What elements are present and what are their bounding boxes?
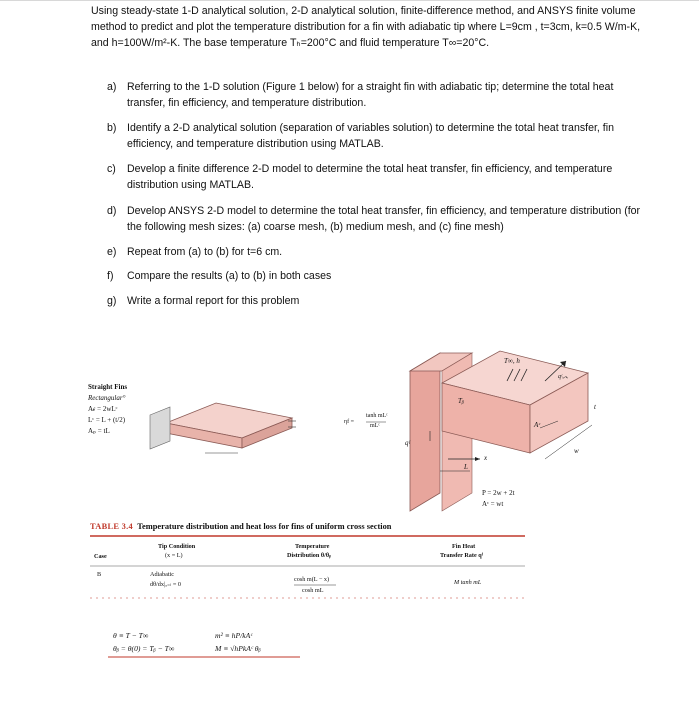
header-temp-1: Temperature — [295, 543, 330, 550]
task-letter: b) — [107, 122, 117, 134]
label-qconv: qᶜₒₙᵥ — [558, 374, 569, 380]
label-x: x — [484, 454, 488, 462]
header-case: Case — [94, 553, 107, 560]
fin-eq-lc: Lᶜ = L + (t/2) — [88, 416, 126, 424]
task-letter: a) — [107, 81, 117, 93]
figure-drawing — [0, 1, 699, 701]
task-text: Develop ANSYS 2-D model to determine the total heat transfer, fin efficiency, and temperature distribution (for the following mesh sizes: (a) coarse mesh, (b) medium mesh, and (c) fine mesh) — [127, 205, 641, 234]
header-tip-2: (x = L) — [165, 552, 183, 559]
task-letter: f) — [107, 270, 114, 282]
row-rate: M tanh mL — [454, 579, 482, 586]
row-temp-den: cosh mL — [302, 587, 324, 594]
table-caption-number: TABLE 3.4 — [90, 522, 134, 531]
fins-title: Straight Fins — [88, 383, 128, 391]
small-fin-diagram — [150, 403, 296, 453]
label-ac: Aᶜ — [534, 421, 541, 429]
def-theta: θ ≡ T − T∞ — [113, 631, 149, 640]
row-tip-2: dθ/dx|ₓ₌ₗ = 0 — [150, 581, 181, 588]
table-caption-text: Temperature distribution and heat loss for fins of uniform cross section — [137, 522, 392, 531]
task-text: Repeat from (a) to (b) for t=6 cm. — [127, 246, 283, 258]
task-letter: g) — [107, 295, 117, 307]
task-letter: c) — [107, 163, 116, 175]
row-case: B — [97, 571, 102, 578]
header-temp-2: Distribution θ/θᵦ — [287, 552, 331, 559]
def-theta-b: θᵦ = θ(0) = Tᵦ − T∞ — [113, 644, 175, 653]
fins-subtitle: Rectangular° — [88, 394, 126, 402]
label-ac-eq: Aᶜ = wt — [482, 500, 504, 508]
def-m: m² ≡ hP/kAᶜ — [215, 631, 253, 640]
fin-eq-af: Aᵳ = 2wLᶜ — [88, 405, 118, 413]
def-M: M ≡ √hPkAᶜ θᵦ — [215, 644, 261, 653]
label-w: w — [574, 447, 579, 455]
row-tip-1: Adiabatic — [150, 571, 175, 578]
label-qf: qᶠ — [405, 439, 410, 447]
eta-denominator: mLᶜ — [370, 423, 380, 429]
fin-eq-ap: Aₚ = tL — [88, 427, 110, 435]
task-letter: e) — [107, 246, 117, 258]
table-caption — [90, 522, 391, 531]
eta-label: ηf = — [344, 419, 355, 425]
task-text: Compare the results (a) to (b) in both cases — [127, 270, 332, 282]
problem-intro: Using steady-state 1-D analytical solution, 2-D analytical solution, finite-difference method, and ANSYS finite volume method to predict and plot the temperature distribution for a fin with adiabatic tip where L=9cm , t=3cm, k=0.5 W/m-K, and h=100W/m²-K. The base temperature Tₕ=200°C and fluid temperature T∞=20°C. — [91, 5, 641, 50]
label-L: L — [464, 463, 468, 471]
label-tinf-h: T∞, h — [504, 357, 520, 365]
task-letter: d) — [107, 205, 117, 217]
task-text: Develop a finite difference 2-D model to determine the total heat transfer, fin efficiency, and temperature distribution using MATLAB. — [127, 163, 613, 192]
header-rate-2: Transfer Rate qᶠ — [440, 552, 483, 559]
label-p-eq: P = 2w + 2t — [482, 489, 515, 497]
label-tb: Tᵦ — [458, 397, 464, 405]
header-tip-1: Tip Condition — [158, 543, 196, 550]
header-rate-1: Fin Heat — [452, 543, 476, 550]
task-text: Referring to the 1-D solution (Figure 1 below) for a straight fin with adiabatic tip; determine the total heat transfer, fin efficiency, and temperature distribution. — [127, 81, 614, 110]
eta-numerator: tanh mLᶜ — [366, 413, 388, 419]
task-text: Write a formal report for this problem — [127, 295, 300, 307]
label-t: t — [594, 403, 596, 411]
task-text: Identify a 2-D analytical solution (separation of variables solution) to determine the total heat transfer, fin efficiency, and temperature distribution using MATLAB. — [127, 122, 614, 151]
row-temp-num: cosh m(L − x) — [294, 576, 330, 583]
